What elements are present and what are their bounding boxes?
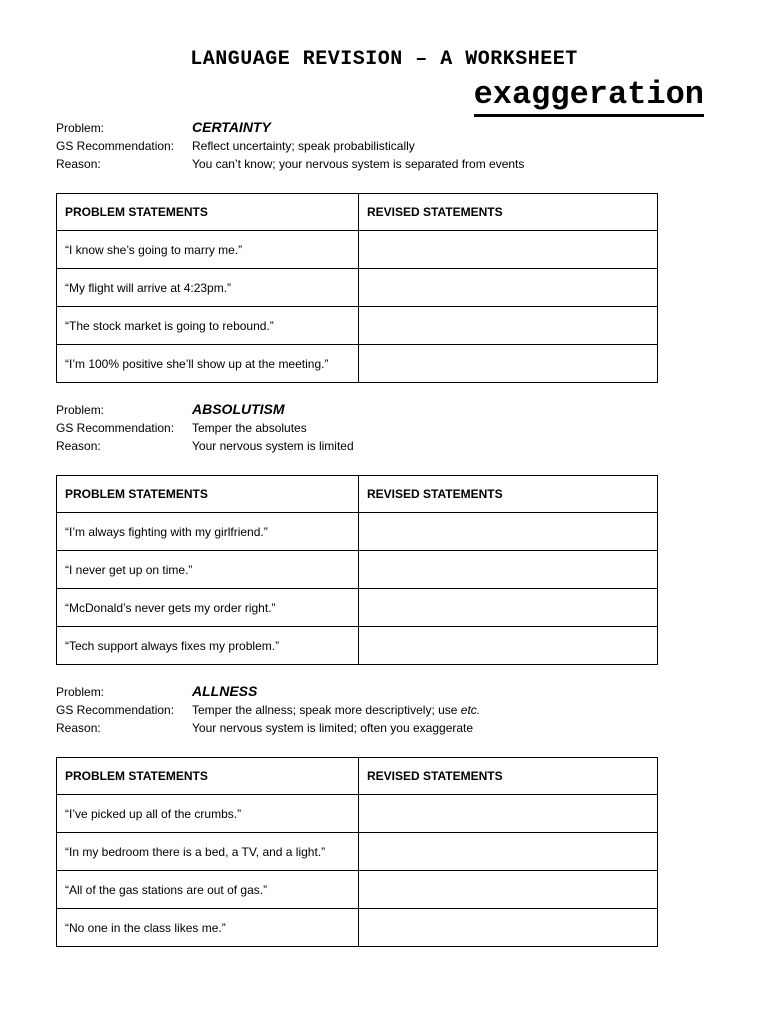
problem-statement: “I’m always fighting with my girlfriend.”	[57, 513, 359, 551]
recommendation-text	[192, 701, 658, 719]
recommendation-text: Reflect uncertainty; speak probabilistically	[192, 139, 415, 153]
table-header-row	[57, 758, 658, 795]
problem-label: Problem:	[56, 403, 105, 417]
revised-statement-cell[interactable]	[359, 513, 658, 551]
section-meta	[56, 682, 658, 737]
revised-statement-cell[interactable]	[359, 589, 658, 627]
problem-heading: ALLNESS	[192, 683, 258, 699]
col-revised-statements: REVISED STATEMENTS	[359, 758, 658, 795]
statements-table	[56, 193, 658, 383]
table-row	[57, 871, 658, 909]
table-row	[57, 909, 658, 947]
revised-statement-cell[interactable]	[359, 551, 658, 589]
table-row	[57, 551, 658, 589]
table-row	[57, 795, 658, 833]
table-header-row	[57, 194, 658, 231]
table-row	[57, 513, 658, 551]
problem-statement: “I know she’s going to marry me.”	[57, 231, 359, 269]
reason-label: Reason:	[56, 721, 101, 735]
problem-statement: “In my bedroom there is a bed, a TV, and a light.”	[57, 833, 359, 871]
section-absolutism	[56, 400, 658, 665]
recommendation-label: GS Recommendation:	[56, 139, 175, 153]
reason-text: Your nervous system is limited	[192, 439, 354, 453]
problem-heading: CERTAINTY	[192, 119, 271, 135]
problem-statement: “McDonald’s never gets my order right.”	[57, 589, 359, 627]
reason-text: You can’t know; your nervous system is separated from events	[192, 157, 525, 171]
recommendation-label: GS Recommendation:	[56, 421, 175, 435]
recommendation-text: Temper the absolutes	[192, 421, 307, 435]
problem-label: Problem:	[56, 685, 105, 699]
problem-statement: “I never get up on time.”	[57, 551, 359, 589]
table-row	[57, 269, 658, 307]
table-row	[57, 627, 658, 665]
table-row	[57, 307, 658, 345]
section-meta	[56, 400, 658, 455]
statements-table	[56, 757, 658, 947]
section-certainty	[56, 118, 658, 383]
problem-statement: “I’m 100% positive she’ll show up at the meeting.”	[57, 345, 359, 383]
reason-text: Your nervous system is limited; often you exaggerate	[192, 721, 474, 735]
revised-statement-cell[interactable]	[359, 269, 658, 307]
statements-table	[56, 475, 658, 665]
revised-statement-cell[interactable]	[359, 795, 658, 833]
table-row	[57, 833, 658, 871]
section-meta	[56, 118, 658, 173]
reason-label: Reason:	[56, 157, 101, 171]
col-revised-statements: REVISED STATEMENTS	[359, 194, 658, 231]
recommendation-etc: etc.	[460, 703, 481, 717]
problem-statement: “My flight will arrive at 4:23pm.”	[57, 269, 359, 307]
table-row	[57, 345, 658, 383]
problem-statement: “Tech support always fixes my problem.”	[57, 627, 359, 665]
reason-label: Reason:	[56, 439, 101, 453]
revised-statement-cell[interactable]	[359, 627, 658, 665]
problem-statement: “The stock market is going to rebound.”	[57, 307, 359, 345]
revised-statement-cell[interactable]	[359, 307, 658, 345]
col-problem-statements: PROBLEM STATEMENTS	[57, 476, 359, 513]
col-revised-statements: REVISED STATEMENTS	[359, 476, 658, 513]
problem-statement: “I’ve picked up all of the crumbs.”	[57, 795, 359, 833]
table-header-row	[57, 476, 658, 513]
recommendation-label: GS Recommendation:	[56, 703, 175, 717]
page-subtitle: exaggeration	[474, 76, 704, 117]
revised-statement-cell[interactable]	[359, 833, 658, 871]
problem-statement: “All of the gas stations are out of gas.”	[57, 871, 359, 909]
table-row	[57, 231, 658, 269]
problem-heading: ABSOLUTISM	[192, 401, 285, 417]
col-problem-statements: PROBLEM STATEMENTS	[57, 194, 359, 231]
table-row	[57, 589, 658, 627]
revised-statement-cell[interactable]	[359, 345, 658, 383]
recommendation-main: Temper the allness; speak more descriptively; use	[192, 703, 461, 717]
section-allness	[56, 682, 658, 947]
problem-statement: “No one in the class likes me.”	[57, 909, 359, 947]
revised-statement-cell[interactable]	[359, 231, 658, 269]
revised-statement-cell[interactable]	[359, 871, 658, 909]
problem-label: Problem:	[56, 121, 105, 135]
page-title: LANGUAGE REVISION – A WORKSHEET	[190, 48, 578, 71]
revised-statement-cell[interactable]	[359, 909, 658, 947]
col-problem-statements: PROBLEM STATEMENTS	[57, 758, 359, 795]
